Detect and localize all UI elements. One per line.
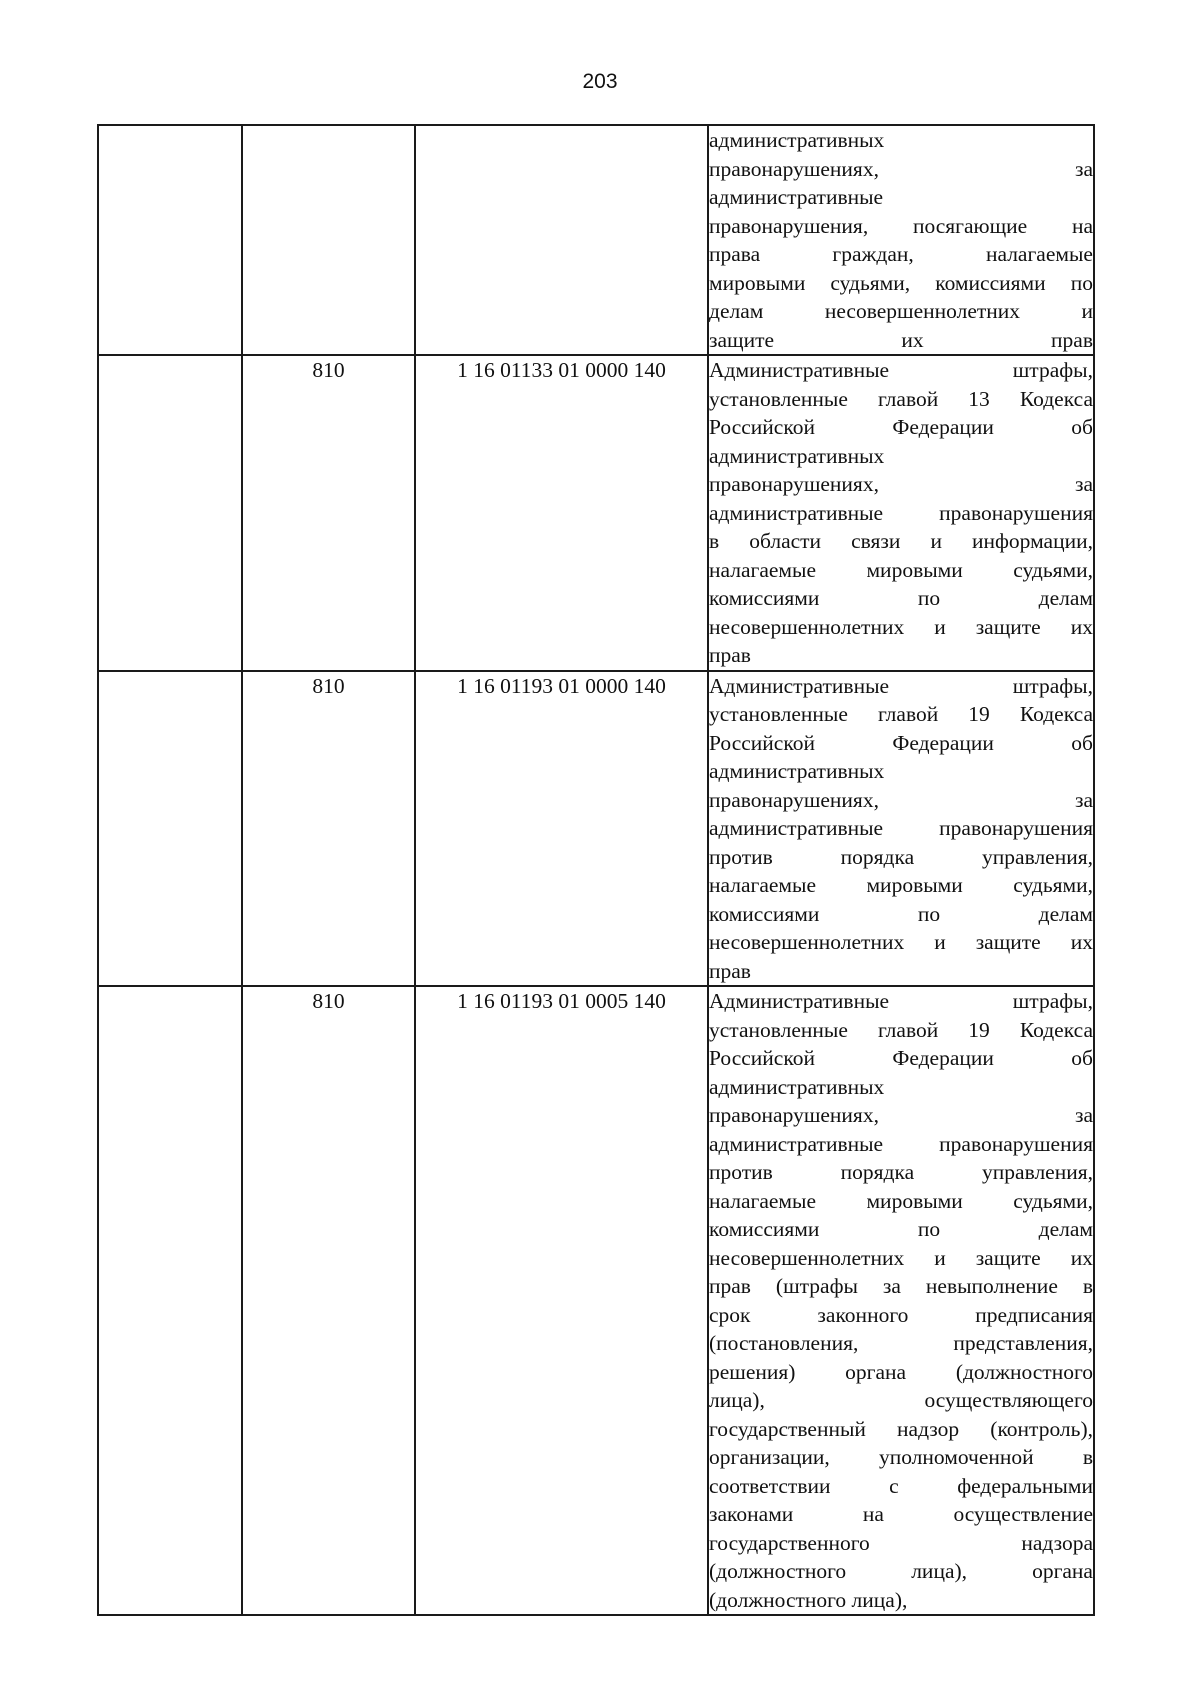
description-word: комиссиями (709, 1217, 820, 1241)
description-word: органа (1032, 1559, 1093, 1583)
description-word: государственного (709, 1530, 870, 1555)
empty-cell (98, 355, 242, 671)
description-word: защите (709, 327, 775, 352)
description-word: органа (845, 1359, 907, 1384)
description-word: несовершеннолетних (709, 614, 905, 639)
description-word: соответствии (709, 1473, 831, 1498)
description-word: штрафы, (1012, 673, 1093, 698)
page-number: 203 (582, 70, 618, 93)
description-word: порядка (840, 844, 915, 869)
description-word: лица), (709, 1388, 765, 1412)
description-word: их (901, 327, 924, 352)
description-line (709, 1101, 1093, 1130)
description-word: об (1071, 415, 1093, 439)
description-word: правонарушения (939, 1131, 1093, 1156)
empty-cell (98, 125, 242, 355)
description-word: по (917, 586, 941, 610)
table-row (98, 671, 1094, 987)
description-word: судьями, (830, 270, 911, 295)
description-word: несовершеннолетних (824, 299, 1021, 323)
description-word: решения) (709, 1359, 796, 1384)
description-word: судьями, (1013, 1188, 1093, 1213)
description-word: несовершеннолетних (709, 1245, 905, 1270)
description-word: правонарушениях, (709, 156, 879, 181)
description-line (709, 356, 1093, 385)
description-word: мировыми (709, 270, 806, 295)
description-word: Административные (709, 358, 890, 382)
description-word: в (709, 529, 720, 553)
description-word: лица), (911, 1559, 968, 1583)
admin-code-cell (242, 125, 415, 355)
budget-classification-table (97, 124, 1095, 1616)
description-word: Российской (709, 1046, 815, 1070)
description-word: налагаемые (709, 1188, 817, 1213)
description-word: в (1082, 1445, 1093, 1469)
description-word: за (1074, 1103, 1093, 1127)
description-word: правонарушения (939, 816, 1093, 840)
empty-cell (98, 986, 242, 1615)
description-word: налагаемые (985, 242, 1093, 266)
description-word: их (1070, 614, 1093, 639)
description-word: осуществление (953, 1502, 1093, 1526)
description-line (709, 900, 1093, 929)
description-word: мировыми (866, 557, 963, 582)
description-line (709, 1158, 1093, 1187)
description-line (709, 1358, 1093, 1387)
kbk-code-cell: 1 16 01193 01 0005 140 (415, 986, 708, 1615)
description-word: против (709, 844, 773, 869)
description-word: установленные (709, 702, 848, 726)
description-line: административные (709, 185, 884, 209)
description-word: представления, (953, 1331, 1093, 1355)
description-word: судьями, (1013, 873, 1093, 897)
description-line (709, 385, 1093, 414)
description-word: за (882, 1274, 901, 1298)
description-word: против (709, 1160, 773, 1184)
description-line (709, 1187, 1093, 1216)
description-word: в (1082, 1274, 1093, 1298)
description-word: защите (975, 614, 1041, 639)
description-word: штрафы, (1012, 989, 1093, 1013)
description-word: правонарушениях, (709, 1103, 879, 1127)
description-word: налагаемые (709, 873, 817, 897)
description-word: (постановления, (709, 1331, 859, 1355)
description-line (709, 413, 1093, 442)
description-line (709, 1500, 1093, 1529)
description-line (709, 1557, 1093, 1586)
description-word: 13 (968, 386, 990, 411)
kbk-code-cell (415, 125, 708, 355)
description-word: об (1071, 730, 1093, 755)
description-word: их (1070, 930, 1093, 954)
description-line: прав (709, 958, 751, 983)
description-word: по (1070, 270, 1093, 295)
description-word: порядка (840, 1160, 915, 1184)
description-word: несовершеннолетних (709, 930, 905, 954)
description-word: на (1071, 213, 1093, 238)
description-line: административных (709, 128, 885, 152)
description-word: государственный (709, 1416, 866, 1441)
description-word: Кодекса (1019, 1017, 1093, 1042)
description-word: налагаемые (709, 557, 817, 582)
description-word: по (917, 901, 941, 926)
description-line (709, 212, 1093, 241)
description-line (709, 584, 1093, 613)
description-word: по (917, 1217, 941, 1241)
description-word: за (1074, 787, 1093, 812)
description-line (709, 1443, 1093, 1472)
admin-code-cell: 810 (242, 986, 415, 1615)
description-line (709, 155, 1093, 184)
description-line (709, 814, 1093, 843)
description-word: административные (709, 1131, 884, 1156)
description-word: об (1071, 1046, 1093, 1070)
description-word: комиссиями (709, 901, 820, 926)
description-word: прав (1051, 327, 1093, 352)
description-line (709, 326, 1093, 355)
description-word: граждан, (832, 242, 914, 266)
description-line (709, 556, 1093, 585)
description-word: Административные (709, 989, 890, 1013)
description-line (709, 499, 1093, 528)
description-word: 19 (968, 1017, 990, 1042)
description-line (709, 1472, 1093, 1501)
description-word: надзора (1021, 1530, 1093, 1555)
description-word: комиссиями (935, 270, 1046, 295)
description-line (709, 1215, 1093, 1244)
description-word: мировыми (866, 1188, 963, 1213)
description-line (709, 1301, 1093, 1330)
description-word: предписания (975, 1302, 1093, 1327)
description-word: Кодекса (1019, 386, 1093, 411)
description-word: законного (817, 1302, 909, 1327)
description-word: и (1081, 299, 1093, 323)
empty-cell (98, 671, 242, 987)
description-word: связи (851, 529, 901, 553)
description-line (709, 1529, 1093, 1558)
description-word: управления, (982, 1160, 1093, 1184)
description-word: информации, (971, 529, 1093, 553)
description-word: Кодекса (1019, 702, 1093, 726)
description-word: Федерации (892, 415, 994, 439)
description-word: защите (975, 930, 1041, 954)
description-word: 19 (968, 702, 990, 726)
kbk-code-cell: 1 16 01193 01 0000 140 (415, 671, 708, 987)
description-cell (708, 986, 1094, 1615)
description-word: делам (1038, 586, 1093, 610)
description-word: прав (709, 1274, 751, 1298)
description-word: за (1074, 156, 1093, 181)
description-line (709, 1329, 1093, 1358)
description-word: федеральными (957, 1473, 1093, 1498)
description-line (709, 1044, 1093, 1073)
description-line (709, 297, 1093, 326)
admin-code-cell: 810 (242, 671, 415, 987)
description-word: главой (877, 702, 939, 726)
description-word: управления, (982, 844, 1093, 869)
description-line: административных (709, 1074, 885, 1099)
description-word: (должностного (709, 1559, 847, 1583)
description-word: административные (709, 816, 884, 840)
description-word: делам (709, 299, 764, 323)
description-line (709, 1272, 1093, 1301)
description-cell (708, 671, 1094, 987)
description-word: организации, (709, 1445, 830, 1469)
description-word: невыполнение (925, 1274, 1058, 1298)
description-line (709, 928, 1093, 957)
description-line (709, 1386, 1093, 1415)
description-line (709, 527, 1093, 556)
description-word: главой (877, 386, 939, 411)
description-line (709, 871, 1093, 900)
description-word: Административные (709, 673, 890, 698)
description-word: за (1074, 472, 1093, 496)
description-word: штрафы, (1012, 358, 1093, 382)
description-word: посягающие (912, 213, 1028, 238)
kbk-code-cell: 1 16 01133 01 0000 140 (415, 355, 708, 671)
description-line: административных (709, 759, 885, 783)
description-line (709, 700, 1093, 729)
description-line (709, 613, 1093, 642)
description-word: установленные (709, 1017, 848, 1042)
description-word: и (934, 1245, 946, 1270)
description-word: административные (709, 500, 884, 525)
description-cell (708, 355, 1094, 671)
description-word: главой (877, 1017, 939, 1042)
description-word: Российской (709, 730, 815, 755)
description-word: области (749, 529, 822, 553)
description-word: уполномоченной (878, 1445, 1034, 1469)
description-line (709, 240, 1093, 269)
description-word: Российской (709, 415, 815, 439)
description-line (709, 1130, 1093, 1159)
description-line: прав (709, 643, 751, 667)
description-word: на (862, 1502, 884, 1526)
description-word: осуществляющего (924, 1388, 1093, 1412)
description-word: и (930, 529, 942, 553)
description-line: административных (709, 443, 885, 468)
description-word: права (709, 242, 761, 266)
description-word: надзор (897, 1416, 960, 1441)
description-line (709, 786, 1093, 815)
description-line: (должностного лица), (709, 1587, 908, 1612)
description-word: срок (709, 1302, 751, 1327)
description-word: защите (975, 1245, 1041, 1270)
description-word: делам (1038, 1217, 1093, 1241)
description-word: и (934, 614, 946, 639)
description-cell (708, 125, 1094, 355)
description-word: и (934, 930, 946, 954)
description-line (709, 843, 1093, 872)
table-row (98, 125, 1094, 355)
description-line (709, 1415, 1093, 1444)
description-line (709, 987, 1093, 1016)
description-line (709, 1244, 1093, 1273)
description-word: их (1070, 1245, 1093, 1270)
admin-code-cell: 810 (242, 355, 415, 671)
description-word: законами (709, 1502, 794, 1526)
description-word: комиссиями (709, 586, 820, 610)
description-line (709, 1016, 1093, 1045)
description-word: Федерации (892, 730, 994, 755)
description-line (709, 470, 1093, 499)
description-word: установленные (709, 386, 848, 411)
description-line (709, 729, 1093, 758)
description-word: с (889, 1473, 899, 1498)
description-word: правонарушениях, (709, 787, 879, 812)
description-line (709, 672, 1093, 701)
description-word: правонарушениях, (709, 472, 879, 496)
description-word: Федерации (892, 1046, 994, 1070)
description-word: правонарушения, (709, 213, 869, 238)
description-word: мировыми (866, 873, 963, 897)
description-line (709, 269, 1093, 298)
description-word: (должностного (955, 1359, 1093, 1384)
description-word: (контроль), (990, 1416, 1093, 1441)
table-row (98, 355, 1094, 671)
description-word: правонарушения (939, 500, 1093, 525)
description-word: делам (1038, 901, 1093, 926)
description-word: судьями, (1013, 557, 1093, 582)
table-row (98, 986, 1094, 1615)
description-word: (штрафы (775, 1274, 858, 1298)
